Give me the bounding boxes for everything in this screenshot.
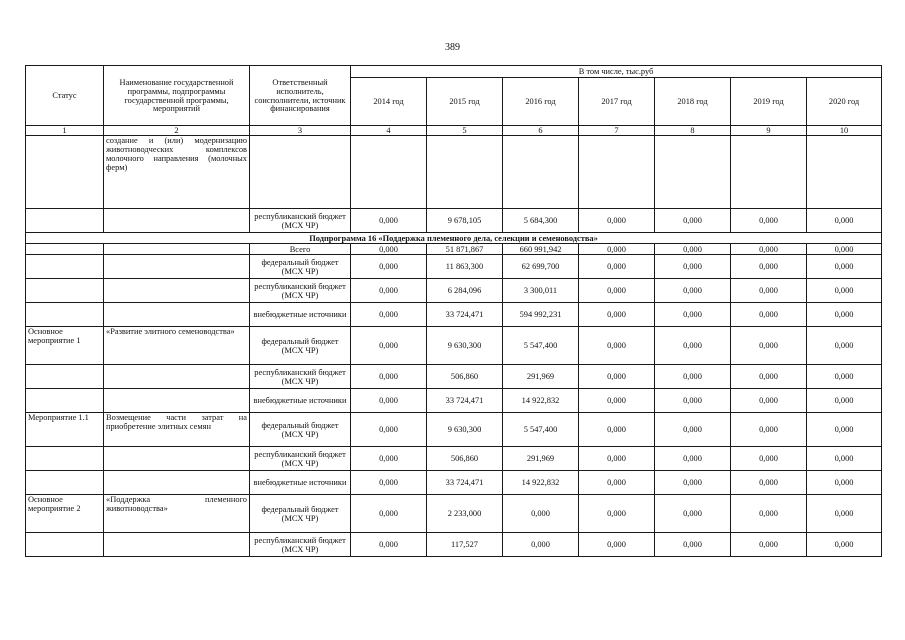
value-cell: 0,000 — [655, 447, 731, 471]
table-row — [26, 279, 882, 303]
value-cell: 33 724,471 — [427, 471, 503, 495]
header-year: 2015 год — [427, 78, 503, 126]
source-cell: федеральный бюджет (МСХ ЧР) — [250, 327, 351, 365]
value-cell: 0,000 — [351, 365, 427, 389]
value-cell: 2 233,000 — [427, 495, 503, 533]
name-cell — [104, 533, 250, 557]
status-cell: Основное мероприятие 1 — [26, 327, 104, 365]
table-row — [26, 303, 882, 327]
value-cell: 0,000 — [731, 303, 807, 327]
table-row — [26, 244, 882, 255]
value-cell: 0,000 — [731, 279, 807, 303]
source-cell: республиканский бюджет (МСХ ЧР) — [250, 365, 351, 389]
table-row — [26, 413, 882, 447]
source-cell: Всего — [250, 244, 351, 255]
value-cell: 0,000 — [655, 244, 731, 255]
header-responsible: Ответственный исполнитель, соисполнители, источник финансирования — [250, 66, 351, 126]
value-cell: 0,000 — [807, 303, 882, 327]
column-number: 10 — [807, 126, 882, 136]
header-year: 2020 год — [807, 78, 882, 126]
value-cell: 0,000 — [731, 447, 807, 471]
value-cell: 0,000 — [731, 413, 807, 447]
value-cell: 0,000 — [731, 471, 807, 495]
value-cell: 0,000 — [655, 279, 731, 303]
status-cell — [26, 303, 104, 327]
status-cell — [26, 471, 104, 495]
value-cell: 0,000 — [655, 365, 731, 389]
status-cell — [26, 279, 104, 303]
table-row — [26, 389, 882, 413]
value-cell: 0,000 — [351, 495, 427, 533]
value-cell: 0,000 — [579, 447, 655, 471]
source-cell: федеральный бюджет (МСХ ЧР) — [250, 255, 351, 279]
value-cell: 0,000 — [807, 413, 882, 447]
value-cell: 660 991,942 — [503, 244, 579, 255]
column-number: 7 — [579, 126, 655, 136]
value-cell: 291,969 — [503, 447, 579, 471]
value-cell: 0,000 — [731, 365, 807, 389]
value-cell: 0,000 — [807, 327, 882, 365]
value-cell: 33 724,471 — [427, 389, 503, 413]
value-cell: 0,000 — [351, 471, 427, 495]
header-row — [26, 66, 882, 78]
column-number: 9 — [731, 126, 807, 136]
value-cell: 0,000 — [351, 255, 427, 279]
value-cell: 0,000 — [807, 447, 882, 471]
value-cell: 0,000 — [579, 279, 655, 303]
table-row — [26, 209, 882, 233]
value-cell: 506,860 — [427, 447, 503, 471]
table-row — [26, 495, 882, 533]
budget-table — [25, 65, 882, 557]
source-cell: внебюджетные источники — [250, 389, 351, 413]
value-cell: 0,000 — [731, 533, 807, 557]
value-cell: 0,000 — [579, 413, 655, 447]
value-cell: 0,000 — [579, 244, 655, 255]
value-cell: 5 684,300 — [503, 209, 579, 233]
header-year: 2019 год — [731, 78, 807, 126]
value-cell: 14 922,832 — [503, 389, 579, 413]
value-cell: 0,000 — [807, 279, 882, 303]
value-cell: 0,000 — [351, 389, 427, 413]
status-cell: Основное мероприятие 2 — [26, 495, 104, 533]
value-cell: 0,000 — [807, 244, 882, 255]
continuation-row — [26, 136, 882, 209]
value-cell: 0,000 — [655, 327, 731, 365]
source-cell: республиканский бюджет (МСХ ЧР) — [250, 533, 351, 557]
value-cell: 0,000 — [579, 389, 655, 413]
value-cell: 9 630,300 — [427, 327, 503, 365]
status-cell — [26, 209, 104, 233]
value-cell: 0,000 — [351, 303, 427, 327]
source-cell: федеральный бюджет (МСХ ЧР) — [250, 495, 351, 533]
value-cell: 5 547,400 — [503, 327, 579, 365]
source-cell: республиканский бюджет (МСХ ЧР) — [250, 447, 351, 471]
column-number-row — [26, 126, 882, 136]
column-number: 6 — [503, 126, 579, 136]
header-year: 2014 год — [351, 78, 427, 126]
value-cell: 0,000 — [807, 533, 882, 557]
value-cell: 0,000 — [351, 533, 427, 557]
column-number: 4 — [351, 126, 427, 136]
value-cell: 0,000 — [579, 209, 655, 233]
column-number: 2 — [104, 126, 250, 136]
value-cell: 0,000 — [807, 255, 882, 279]
value-cell: 0,000 — [807, 365, 882, 389]
header-status: Статус — [26, 66, 104, 126]
value-cell: 0,000 — [655, 255, 731, 279]
value-cell: 11 863,300 — [427, 255, 503, 279]
status-cell — [26, 389, 104, 413]
column-number: 3 — [250, 126, 351, 136]
status-cell — [26, 447, 104, 471]
status-cell — [26, 136, 104, 209]
table-row — [26, 533, 882, 557]
value-cell: 117,527 — [427, 533, 503, 557]
value-cell: 0,000 — [579, 495, 655, 533]
table-row — [26, 447, 882, 471]
source-cell: республиканский бюджет (МСХ ЧР) — [250, 279, 351, 303]
name-cell: «Развитие элитного семеноводства» — [104, 327, 250, 365]
name-cell — [104, 303, 250, 327]
name-cell — [104, 279, 250, 303]
source-cell: федеральный бюджет (МСХ ЧР) — [250, 413, 351, 447]
name-cell — [104, 389, 250, 413]
table-row — [26, 255, 882, 279]
column-number: 5 — [427, 126, 503, 136]
value-cell: 0,000 — [807, 389, 882, 413]
source-cell: внебюджетные источники — [250, 303, 351, 327]
value-cell: 0,000 — [351, 279, 427, 303]
source-cell: внебюджетные источники — [250, 471, 351, 495]
header-group: В том числе, тыс.руб — [351, 66, 882, 78]
name-cell — [104, 471, 250, 495]
name-cell — [104, 365, 250, 389]
value-cell: 0,000 — [579, 471, 655, 495]
value-cell: 0,000 — [807, 471, 882, 495]
value-cell: 14 922,832 — [503, 471, 579, 495]
status-cell — [26, 255, 104, 279]
value-cell: 51 871,867 — [427, 244, 503, 255]
value-cell: 0,000 — [579, 365, 655, 389]
header-name: Наименование государственной программы, подпрограммы государственной программы, мероприятий — [104, 66, 250, 126]
value-cell: 0,000 — [579, 303, 655, 327]
source-cell — [250, 136, 351, 209]
value-cell: 0,000 — [351, 327, 427, 365]
value-cell: 0,000 — [807, 209, 882, 233]
table-row — [26, 327, 882, 365]
value-cell: 506,860 — [427, 365, 503, 389]
value-cell: 0,000 — [655, 495, 731, 533]
header-year: 2016 год — [503, 78, 579, 126]
value-cell: 0,000 — [503, 495, 579, 533]
name-cell — [104, 209, 250, 233]
name-cell — [104, 447, 250, 471]
value-cell: 0,000 — [731, 255, 807, 279]
value-cell: 0,000 — [351, 447, 427, 471]
status-cell — [26, 365, 104, 389]
value-cell: 9 678,105 — [427, 209, 503, 233]
value-cell: 5 547,400 — [503, 413, 579, 447]
value-cell: 0,000 — [579, 327, 655, 365]
value-cell: 33 724,471 — [427, 303, 503, 327]
value-cell: 0,000 — [655, 533, 731, 557]
subprogram-row — [26, 233, 882, 244]
value-cell: 0,000 — [731, 209, 807, 233]
continuation-text: создание и (или) модернизацию животноводческих комплексов молочного направления (молочных ферм) — [104, 136, 250, 209]
value-cell: 0,000 — [655, 209, 731, 233]
value-cell: 0,000 — [655, 389, 731, 413]
value-cell: 0,000 — [503, 533, 579, 557]
value-cell: 0,000 — [731, 495, 807, 533]
value-cell: 62 699,700 — [503, 255, 579, 279]
value-cell: 0,000 — [351, 413, 427, 447]
name-cell: «Поддержка племенного животноводства» — [104, 495, 250, 533]
status-cell — [26, 533, 104, 557]
value-cell: 0,000 — [731, 244, 807, 255]
value-cell: 0,000 — [351, 244, 427, 255]
value-cell: 0,000 — [351, 209, 427, 233]
name-cell — [104, 244, 250, 255]
header-year: 2017 год — [579, 78, 655, 126]
value-cell: 6 284,096 — [427, 279, 503, 303]
column-number: 1 — [26, 126, 104, 136]
subprogram-title: Подпрограмма 16 «Поддержка племенного дела, селекции и семеноводства» — [26, 233, 882, 244]
status-cell — [26, 244, 104, 255]
value-cell: 0,000 — [731, 327, 807, 365]
table-row — [26, 471, 882, 495]
value-cell: 0,000 — [579, 255, 655, 279]
column-number: 8 — [655, 126, 731, 136]
value-cell: 9 630,300 — [427, 413, 503, 447]
value-cell: 291,969 — [503, 365, 579, 389]
value-cell: 0,000 — [655, 303, 731, 327]
value-cell: 0,000 — [655, 471, 731, 495]
value-cell: 0,000 — [731, 389, 807, 413]
name-cell: Возмещение части затрат на приобретение элитных семян — [104, 413, 250, 447]
page-number: 389 — [445, 42, 460, 53]
value-cell: 0,000 — [579, 533, 655, 557]
value-cell: 3 300,011 — [503, 279, 579, 303]
value-cell: 0,000 — [807, 495, 882, 533]
header-year: 2018 год — [655, 78, 731, 126]
value-cell: 594 992,231 — [503, 303, 579, 327]
source-cell: республиканский бюджет (МСХ ЧР) — [250, 209, 351, 233]
status-cell: Мероприятие 1.1 — [26, 413, 104, 447]
name-cell — [104, 255, 250, 279]
table-row — [26, 365, 882, 389]
value-cell: 0,000 — [655, 413, 731, 447]
